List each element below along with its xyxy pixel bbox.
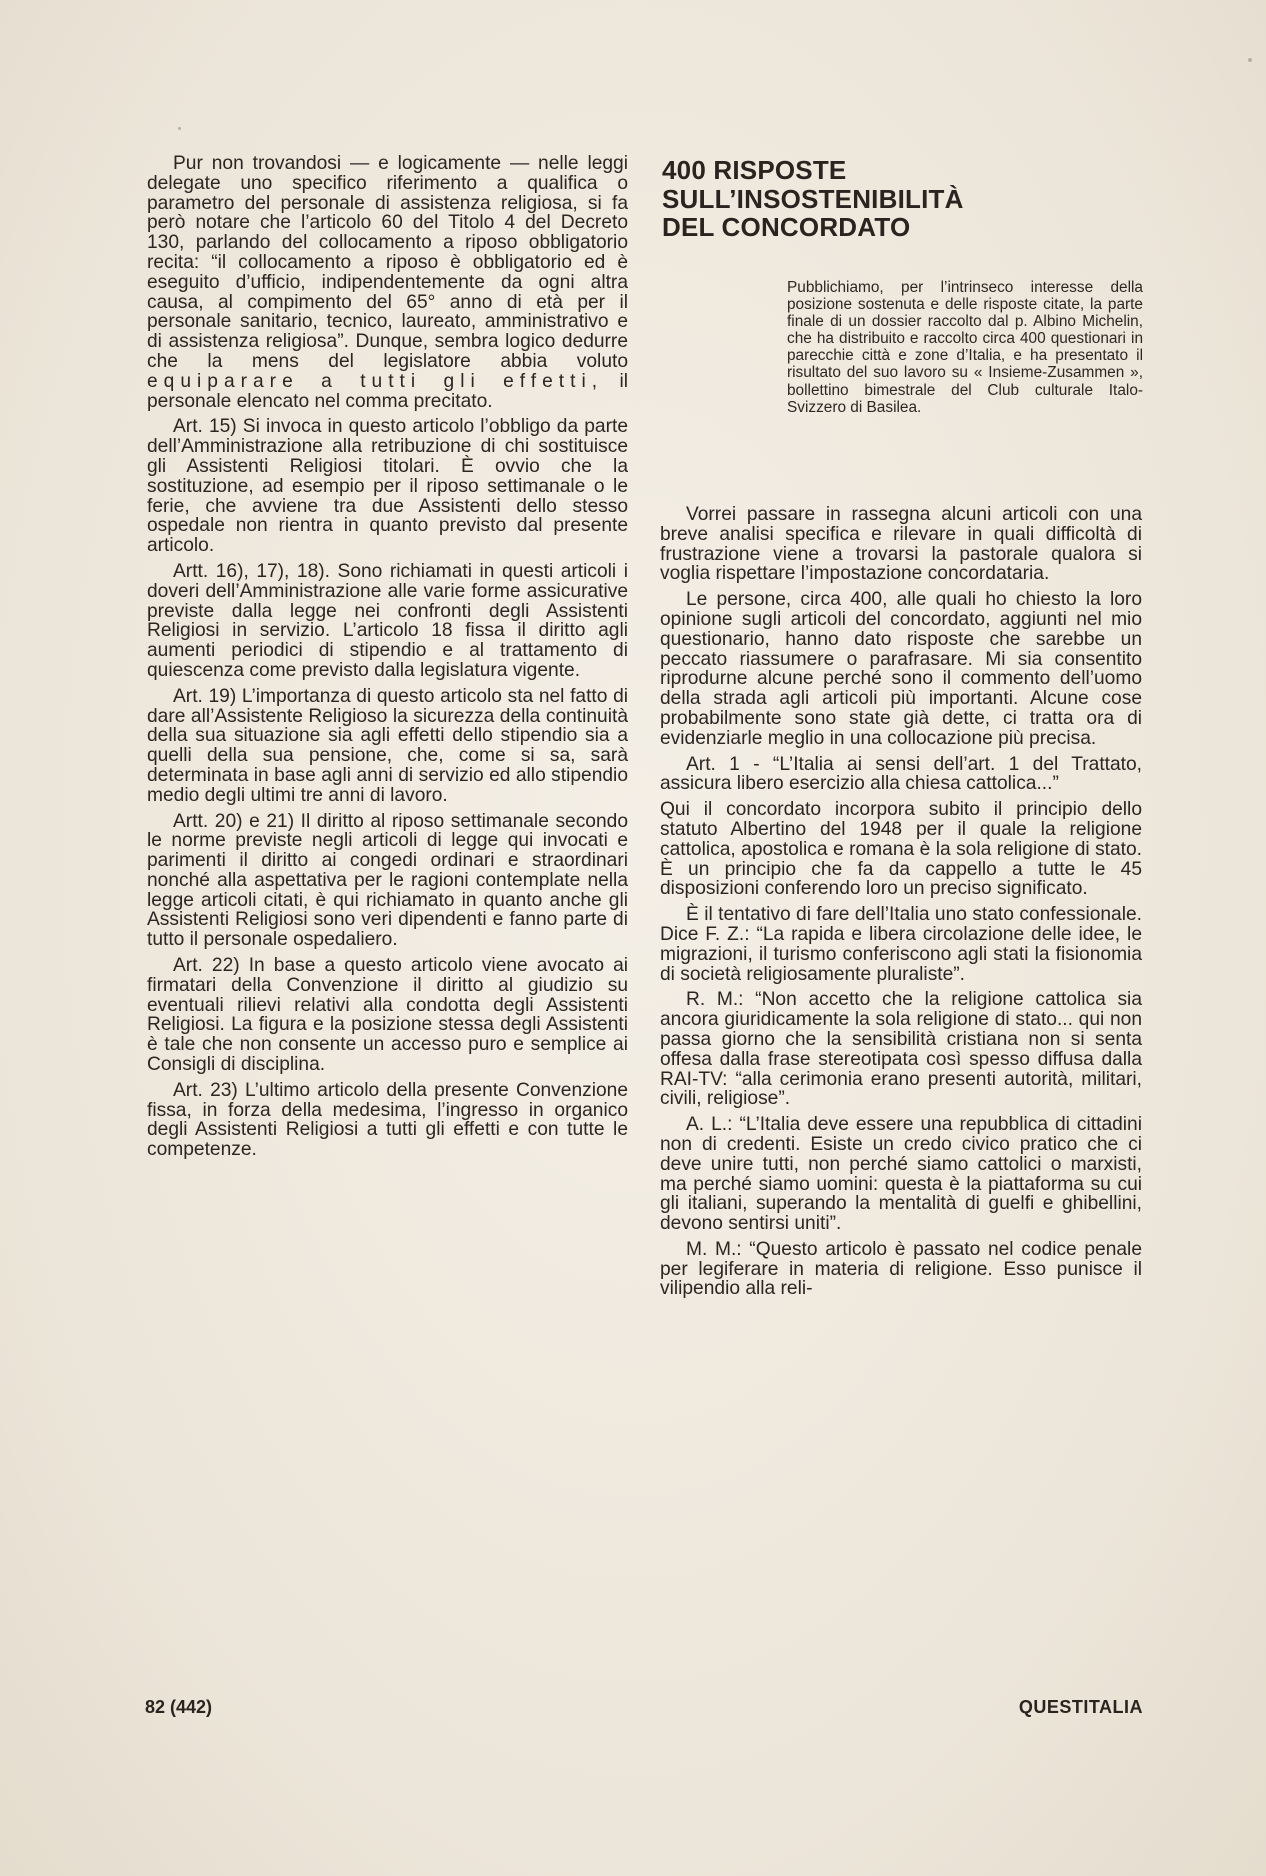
paragraph: Art. 15) Si invoca in questo articolo l’obbligo da parte dell’Amministrazione alla retribuzione di chi sostituisce gli Assistenti Religiosi titolari. È ovvio che la sostituzione, ad esempio per il riposo settimanale o le ferie, che avviene tra due Assistenti dello stesso ospedale non rientra in quanto previsto dal presente articolo. xyxy=(147,416,628,557)
paragraph: Art. 1 - “L’Italia ai sensi dell’art. 1 del Trattato, assicura libero esercizio alla chiesa cattolica...” xyxy=(660,753,1142,795)
left-text-column xyxy=(147,154,628,1166)
title-line: 400 RISPOSTE xyxy=(662,155,847,185)
paragraph-text: il personale elencato nel comma precitato. xyxy=(147,370,628,412)
paragraph: Qui il concordato incorpora subito il principio dello statuto Albertino del 1948 per il quale la religione cattolica, apostolica e romana è la sola religione di stato. È un principio che fa da cappello a tutte le 45 disposizioni conferendo loro un preciso significato. xyxy=(660,799,1142,900)
title-line: DEL CONCORDATO xyxy=(662,212,911,242)
paragraph-text: Pur non trovandosi — e logicamente — nelle leggi delegate uno specifico riferimento a qualifica o parametro del personale di assistenza religiosa, si fa però notare che l’articolo 60 del Titolo 4 del Decreto 130, parlando del collocamento a riposo obbligatorio recita: “il collocamento a riposo è obbligatorio ed è eseguito d’ufficio, indipendentemente da ogni altra causa, al compimento del 65° anno di età per il personale sanitario, tecnico, laureato, amministrativo e di assistenza religiosa”. Dunque, sembra logico dedurre che la mens del legislatore abbia voluto xyxy=(147,153,628,372)
paragraph: È il tentativo di fare dell’Italia uno stato confessionale. Dice F. Z.: “La rapida e libera circolazione delle idee, le migrazioni, il turismo conferiscono agli stati la fisionomia di società religiosamente pluraliste”. xyxy=(660,904,1142,985)
paragraph: Artt. 20) e 21) Il diritto al riposo settimanale secondo le norme previste negli articoli di legge qui invocati e parimenti il diritto ai congedi ordinari e straordinari nonché alla aspettativa per le ragioni contemplate nella legge articoli citati, è qui richiamato in quanto anche gli Assistenti Religiosi sono veri dipendenti e fanno parte di tutto il personale ospedaliero. xyxy=(147,810,628,951)
paragraph: Art. 22) In base a questo articolo viene avocato ai firmatari della Convenzione il diritto al giudizio su eventuali rilievi relativi alla condotta degli Assistenti Religiosi. La figura e la posizione stessa degli Assistenti è tale che non consente un accesso puro e semplice ai Consigli di disciplina. xyxy=(147,955,628,1076)
article-intro: Pubblichiamo, per l’intrinseco interesse della posizione sostenuta e delle risposte citate, la parte finale di un dossier raccolto dal p. Albino Michelin, che ha distribuito e raccolto circa 400 questionari in parecchie città e zone d’Italia, e ha presentato il risultato del suo lavoro su « Insieme-Zusammen », bollettino bimestrale del Club culturale Italo-Svizzero di Basilea. xyxy=(787,279,1143,416)
paragraph xyxy=(147,154,628,411)
paragraph: Vorrei passare in rassegna alcuni articoli con una breve analisi specifica e rilevare in quali difficoltà di frustrazione viene a trovarsi la pastorale qualora si voglia rispettare l’impostazione concordataria. xyxy=(660,504,1142,585)
paper-speck xyxy=(1248,58,1252,62)
paragraph: Art. 23) L’ultimo articolo della presente Convenzione fissa, in forza della medesima, l’ingresso in organico degli Assistenti Religiosi a tutti gli effetti e con tutte le competenze. xyxy=(147,1079,628,1161)
title-line: SULL’INSOSTENIBILITÀ xyxy=(662,183,964,214)
right-text-column xyxy=(660,505,1142,1305)
spaced-emphasis-text: equiparare a tutti gli effetti, xyxy=(147,370,604,392)
paragraph: A. L.: “L’Italia deve essere una repubblica di cittadini non di credenti. Esiste un credo civico pratico che ci deve unire tutti, non perché siamo cattolici o marxisti, ma perché siamo uomini: questa è la piattaforma su cui gli italiani, superando la mentalità di guelfi e ghibellini, devono sentirsi uniti”. xyxy=(660,1114,1142,1235)
paragraph: Art. 19) L’importanza di questo articolo sta nel fatto di dare all’Assistente Religioso la sicurezza della continuità della sua situazione sia agli effetti dello stipendio sia a quelli della sua pensione, che, come si sa, sarà determinata in base agli anni di servizio ed allo stipendio medio degli ultimi tre anni di lavoro. xyxy=(147,685,628,806)
paragraph: Le persone, circa 400, alle quali ho chiesto la loro opinione sugli articoli del concordato, aggiunti nel mio questionario, hanno dato risposte che sarebbe un peccato riassumere o parafrasare. Mi sia consentito riprodurne alcune perché sono il commento dell’uomo della strada agli articoli più importanti. Alcune cose probabilmente sono state già dette, ci tratta ora di evidenziarle meglio in una collocazione più precisa. xyxy=(660,589,1142,749)
paragraph: Artt. 16), 17), 18). Sono richiamati in questi articoli i doveri dell’Amministrazione alle varie forme assicurative previste dalla legge nei confronti degli Assistenti Religiosi in servizio. L’articolo 18 fissa il diritto agli aumenti periodici di stipendio e al trattamento di quiescenza come previsto dalla legislatura vigente. xyxy=(147,560,628,681)
article-title xyxy=(662,156,1142,242)
paragraph: M. M.: “Questo articolo è passato nel codice penale per legiferare in materia di religione. Esso punisce il vilipendio alla reli- xyxy=(660,1238,1142,1300)
paper-speck xyxy=(178,127,181,130)
publication-name: QUESTITALIA xyxy=(1018,1697,1143,1717)
page-number: 82 (442) xyxy=(145,1697,213,1717)
paragraph: R. M.: “Non accetto che la religione cattolica sia ancora giuridicamente la sola religione di stato... qui non passa giorno che la sensibilità cristiana non si senta offesa dalla frase stereotipata così spesso diffusa dalla RAI-TV: “alla cerimonia erano presenti autorità, militari, civili, religiose”. xyxy=(660,989,1142,1110)
